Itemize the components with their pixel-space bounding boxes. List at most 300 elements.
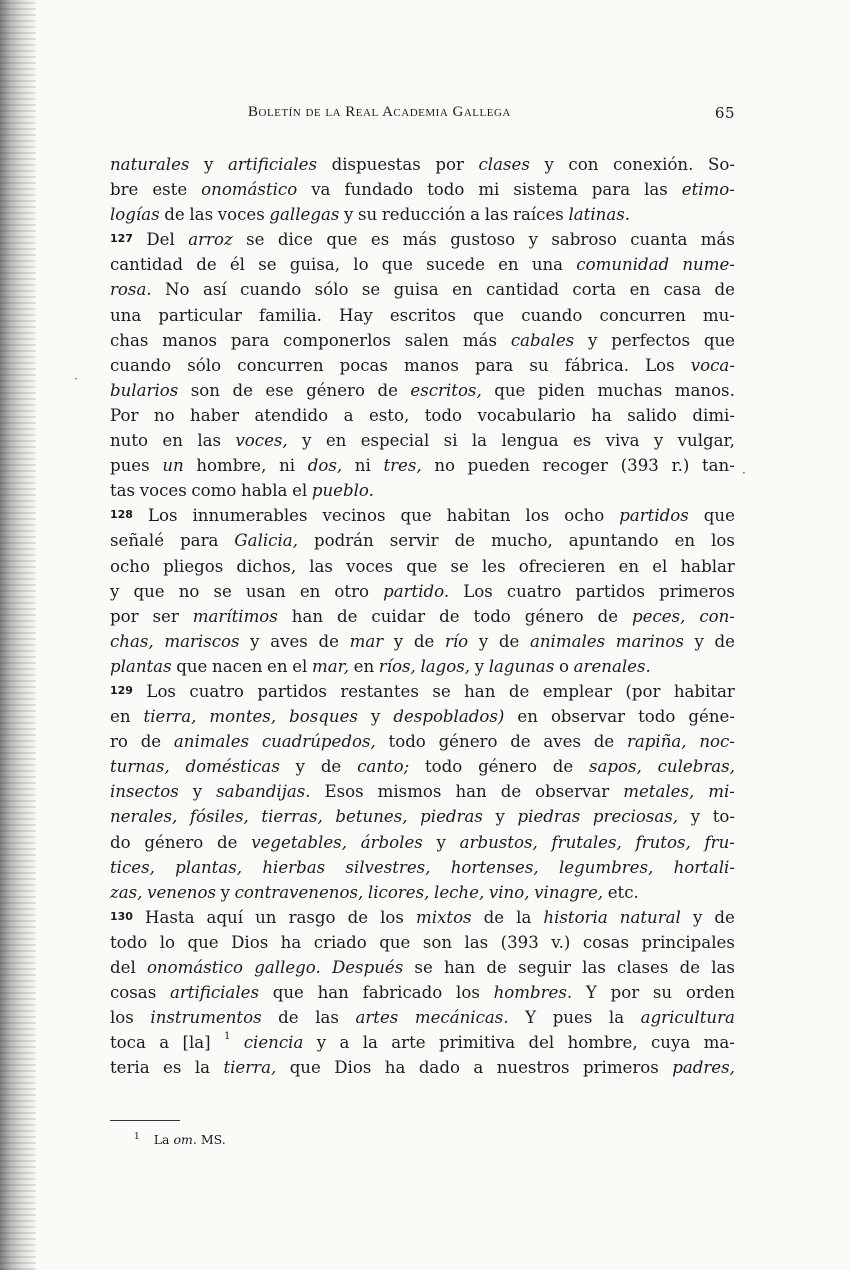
- word: partidos: [575, 581, 645, 601]
- word: han: [443, 958, 476, 977]
- word: componerlos: [283, 330, 391, 350]
- word: de: [679, 958, 701, 977]
- word: partido.: [383, 581, 450, 601]
- word: de: [318, 631, 339, 651]
- word: y: [110, 581, 120, 601]
- word: r.): [671, 456, 690, 476]
- word: por: [435, 155, 464, 174]
- text-line: [110, 855, 735, 880]
- word: o: [558, 656, 569, 676]
- word: género: [438, 732, 498, 752]
- word: a: [473, 1058, 484, 1078]
- footnote-text-italic: om.: [173, 1132, 197, 1147]
- word: que: [406, 556, 438, 576]
- word: su: [529, 355, 549, 375]
- text-line: [110, 704, 735, 729]
- word: fábrica.: [564, 355, 630, 375]
- text-line: [110, 1005, 735, 1030]
- word: preciosas,: [592, 807, 679, 827]
- word: atendido: [254, 405, 329, 425]
- word: clases: [478, 155, 530, 174]
- word: ese: [265, 380, 294, 400]
- word: escritos: [389, 305, 456, 325]
- word: del: [528, 1033, 555, 1053]
- word: hombre,: [567, 1033, 638, 1053]
- word: para: [180, 531, 219, 551]
- word: de: [413, 631, 435, 651]
- word: zas,: [110, 882, 143, 902]
- word: una: [110, 305, 142, 325]
- word: género: [478, 757, 537, 777]
- word: lengua: [501, 431, 559, 451]
- word: la: [194, 1058, 211, 1078]
- word: servir: [389, 531, 439, 551]
- word: (393: [500, 932, 539, 952]
- word: vulgar,: [677, 431, 735, 451]
- word: Por: [110, 405, 139, 425]
- word: de: [164, 205, 185, 225]
- word: todo: [427, 180, 465, 200]
- word: más: [700, 230, 735, 250]
- word: aves: [543, 732, 581, 752]
- paragraph-number: 130: [110, 909, 133, 923]
- text-line: [110, 554, 735, 579]
- word: a: [159, 1033, 170, 1053]
- word: su: [652, 983, 673, 1003]
- word: rasgo: [288, 907, 336, 927]
- word: el: [292, 656, 308, 676]
- footnote-rule: [110, 1120, 180, 1121]
- word: Hay: [338, 305, 373, 325]
- word: silvestres,: [345, 857, 431, 877]
- word: son: [190, 380, 220, 400]
- word: se: [361, 280, 381, 300]
- paragraph-number: 127: [110, 232, 133, 246]
- word: habitar: [673, 681, 735, 701]
- word: onomástico: [201, 180, 298, 200]
- word: que: [187, 932, 219, 952]
- word: en: [110, 707, 131, 727]
- word: él: [229, 255, 245, 275]
- word: gallego.: [254, 958, 321, 977]
- word: un: [162, 456, 184, 476]
- word: de: [714, 907, 735, 927]
- word: principales: [641, 932, 735, 952]
- word: artes: [355, 1008, 399, 1028]
- text-line: [110, 378, 735, 403]
- word: pocas: [339, 355, 388, 375]
- word: y: [690, 807, 701, 827]
- word: un: [255, 907, 277, 927]
- word: turnas,: [110, 757, 170, 777]
- word: montes,: [209, 707, 277, 727]
- word: sólo: [187, 355, 222, 375]
- word: fabricado: [362, 983, 443, 1003]
- footnote-text-prefix: La: [153, 1132, 170, 1147]
- word: que: [176, 656, 208, 676]
- word: contravenenos,: [234, 882, 364, 902]
- word: pues: [552, 1008, 593, 1028]
- word: bosques: [289, 707, 358, 727]
- text-line: [110, 804, 735, 829]
- word: piden: [537, 380, 585, 400]
- word: artificiales: [227, 155, 317, 174]
- text-line: [110, 729, 735, 754]
- word: nerales,: [110, 807, 178, 827]
- word: tices,: [110, 857, 155, 877]
- word: cuadrúpedos,: [261, 732, 376, 752]
- word: familia.: [259, 305, 322, 325]
- word: ha: [280, 932, 302, 952]
- word: es: [370, 230, 390, 250]
- running-header: [110, 104, 735, 130]
- text-line: [110, 428, 735, 453]
- word: de: [337, 606, 358, 626]
- word: la: [471, 431, 488, 451]
- word: pueblo.: [311, 481, 374, 501]
- word: de: [278, 1008, 299, 1028]
- word: observar: [535, 782, 610, 802]
- word: para: [474, 355, 514, 375]
- word: nuto: [110, 431, 149, 451]
- word: cuando: [110, 355, 172, 375]
- word: No: [165, 280, 190, 300]
- word: aquí: [206, 907, 244, 927]
- word: los: [110, 1008, 134, 1028]
- word: y: [528, 230, 538, 250]
- word: cantidad: [485, 280, 559, 300]
- word: cuidar: [371, 606, 426, 626]
- word: de: [439, 606, 460, 626]
- word: domésticas: [185, 757, 280, 777]
- word: pues: [110, 456, 150, 476]
- word: y: [474, 656, 485, 676]
- word: se: [213, 581, 232, 601]
- word: esto,: [368, 405, 410, 425]
- word: voca-: [690, 355, 735, 375]
- word: ser: [152, 606, 179, 626]
- word: latinas.: [568, 205, 630, 225]
- word: mucho,: [491, 531, 553, 551]
- word: conexión.: [612, 155, 694, 174]
- word: animales: [173, 732, 250, 752]
- word: innumerables: [192, 506, 308, 526]
- word: muchas: [597, 380, 663, 400]
- word: de: [486, 958, 507, 977]
- word: cantidad: [110, 255, 183, 275]
- word: rapiña,: [626, 732, 687, 752]
- word: se: [246, 230, 265, 250]
- word: las: [582, 958, 606, 977]
- text-line: [110, 152, 735, 177]
- word: y: [393, 631, 404, 651]
- text-line: [110, 478, 735, 503]
- word: que: [289, 1058, 321, 1078]
- word: Galicia,: [234, 531, 298, 551]
- word: mecánicas.: [414, 1008, 509, 1028]
- word: son: [422, 932, 453, 952]
- text-line: [110, 679, 735, 704]
- word: comunidad: [576, 255, 670, 275]
- word: rosa.: [110, 280, 152, 300]
- word: que: [703, 506, 735, 526]
- text-line: [110, 328, 735, 353]
- word: por: [110, 606, 139, 626]
- word: han: [317, 983, 349, 1003]
- word: fundado: [344, 180, 414, 200]
- text-line: [110, 905, 735, 930]
- word: que: [472, 305, 505, 325]
- word: concurren: [599, 305, 686, 325]
- word: sistema: [513, 180, 578, 200]
- word: las: [189, 205, 214, 225]
- word: restantes: [340, 681, 419, 701]
- word: guisa,: [289, 255, 341, 275]
- word: las: [309, 556, 333, 576]
- word: voces: [217, 205, 265, 225]
- page-number: 65: [714, 104, 735, 122]
- word: reducción: [381, 205, 466, 225]
- word: tas: [110, 481, 136, 501]
- word: gustoso: [450, 230, 516, 250]
- word: vino,: [488, 882, 530, 902]
- text-line: [110, 277, 735, 302]
- word: betunes,: [335, 807, 408, 827]
- word: y: [692, 907, 703, 927]
- word: tierras,: [261, 807, 323, 827]
- word: artificiales: [169, 983, 259, 1003]
- word: legumbres,: [558, 857, 654, 877]
- word: de: [232, 380, 253, 400]
- word: historia: [543, 907, 608, 927]
- footnote-marker: 1: [134, 1132, 140, 1142]
- word: mismos: [377, 782, 442, 802]
- word: de: [377, 380, 398, 400]
- word: instrumentos: [150, 1008, 262, 1028]
- text-line: [110, 528, 735, 553]
- word: de: [217, 832, 238, 852]
- word: de: [552, 757, 574, 777]
- word: río: [444, 631, 469, 651]
- text-line: [110, 629, 735, 654]
- word: venenos: [147, 882, 216, 902]
- word: ni: [279, 456, 296, 476]
- word: casa: [663, 280, 702, 300]
- word: natural: [619, 907, 681, 927]
- word: Los: [645, 355, 675, 375]
- text-line: [110, 779, 735, 804]
- word: ciencia: [243, 1033, 304, 1053]
- word: Dios: [231, 932, 269, 952]
- word: vocabulario: [477, 405, 576, 425]
- word: todo: [424, 757, 463, 777]
- word: género: [524, 606, 584, 626]
- word: voces: [139, 481, 187, 501]
- word: en: [353, 656, 375, 676]
- word: Esos: [324, 782, 364, 802]
- word: particular: [158, 305, 242, 325]
- text-line: [110, 980, 735, 1005]
- word: Los: [146, 681, 176, 701]
- word: sabroso: [551, 230, 617, 250]
- word: pliegos: [163, 556, 224, 576]
- word: hortali-: [673, 857, 735, 877]
- word: criado: [313, 932, 367, 952]
- word: y: [495, 807, 505, 827]
- word: concurren: [237, 355, 324, 375]
- word: para: [591, 180, 631, 200]
- word: plantas,: [175, 857, 243, 877]
- word: género: [306, 380, 365, 400]
- text-line: [110, 654, 735, 679]
- word: observar: [550, 707, 626, 727]
- text-line: [110, 880, 735, 905]
- word: una: [531, 255, 564, 275]
- word: árboles: [360, 832, 423, 852]
- word: más: [402, 230, 437, 250]
- word: y: [192, 782, 203, 802]
- word: v.): [551, 932, 571, 952]
- word: bre: [110, 180, 139, 200]
- word: que: [326, 230, 358, 250]
- text-line: [110, 303, 735, 328]
- word: plantas: [110, 656, 172, 676]
- word: la: [608, 1008, 625, 1028]
- word: piedras: [420, 807, 483, 827]
- word: que: [400, 506, 432, 526]
- word: de: [714, 280, 735, 300]
- word: So-: [708, 155, 735, 174]
- text-line: [110, 579, 735, 604]
- word: es: [163, 1058, 182, 1078]
- word: animales: [529, 631, 606, 651]
- word: cuatro: [506, 581, 562, 601]
- word: todo: [110, 932, 148, 952]
- word: aves: [270, 631, 308, 651]
- word: (393: [620, 456, 659, 476]
- word: tierra,: [223, 1058, 277, 1078]
- word: en: [517, 707, 538, 727]
- word: Y: [585, 983, 597, 1003]
- text-line: [110, 830, 735, 855]
- word: especial: [360, 431, 430, 451]
- word: orden: [685, 983, 735, 1003]
- word: mi-: [708, 782, 735, 802]
- word: las: [644, 180, 668, 200]
- word: de: [714, 631, 735, 651]
- word: [la]: [182, 1033, 211, 1053]
- word: es: [572, 431, 592, 451]
- word: arte: [391, 1033, 426, 1053]
- word: apuntando: [568, 531, 659, 551]
- word: lagunas: [488, 656, 555, 676]
- word: culebras,: [657, 757, 735, 777]
- word: noc-: [699, 732, 735, 752]
- text-line: [110, 1055, 735, 1080]
- word: las: [464, 932, 489, 952]
- word: cuando: [240, 280, 302, 300]
- word: que: [703, 330, 735, 350]
- word: salen: [404, 330, 449, 350]
- word: han: [455, 782, 487, 802]
- word: manos.: [674, 380, 735, 400]
- word: naturales: [110, 155, 190, 174]
- word: nacen: [212, 656, 263, 676]
- word: ocho: [110, 556, 150, 576]
- text-line: [110, 353, 735, 378]
- word: ni: [354, 456, 371, 476]
- word: arbustos,: [459, 832, 538, 852]
- word: y: [370, 707, 381, 727]
- word: de: [508, 681, 530, 701]
- word: todo: [473, 606, 511, 626]
- word: en: [299, 581, 321, 601]
- word: dichos,: [236, 556, 297, 576]
- text-line: [110, 227, 735, 252]
- word: el: [652, 556, 668, 576]
- word: así: [202, 280, 227, 300]
- word: el: [292, 481, 308, 501]
- word: do: [110, 832, 131, 852]
- paragraph-number: 129: [110, 683, 133, 697]
- footnote-ref: 1: [224, 1031, 231, 1043]
- word: en: [498, 255, 519, 275]
- word: toca: [110, 1033, 146, 1053]
- word: ha: [384, 1058, 406, 1078]
- word: y: [653, 431, 664, 451]
- word: de: [510, 732, 531, 752]
- word: cabales: [510, 330, 575, 350]
- text-line: [110, 202, 735, 227]
- text-line: [110, 754, 735, 779]
- word: mi: [478, 180, 500, 200]
- word: de: [593, 732, 615, 752]
- word: ofrecieren: [518, 556, 606, 576]
- word: escritos,: [410, 380, 482, 400]
- word: los: [711, 531, 735, 551]
- word: lo: [159, 932, 176, 952]
- word: primitiva: [438, 1033, 516, 1053]
- word: primeros: [659, 581, 735, 601]
- text-line: [110, 955, 735, 980]
- word: lo: [353, 255, 369, 275]
- word: cosas: [582, 932, 630, 952]
- word: etc.: [607, 882, 639, 902]
- word: dice: [277, 230, 313, 250]
- word: en: [267, 656, 288, 676]
- word: vinagre,: [534, 882, 604, 902]
- word: canto;: [357, 757, 410, 777]
- word: manos: [404, 355, 459, 375]
- word: con-: [699, 606, 735, 626]
- word: tan-: [701, 456, 735, 476]
- word: las: [197, 431, 222, 451]
- word: y: [694, 631, 704, 651]
- word: salido: [627, 405, 677, 425]
- word: que: [379, 932, 411, 952]
- word: primeros: [582, 1058, 659, 1078]
- word: haber: [190, 405, 240, 425]
- word: chas: [110, 330, 149, 350]
- word: que: [494, 380, 526, 400]
- word: y: [544, 155, 554, 174]
- word: despoblados): [393, 707, 505, 727]
- word: cuanta: [630, 230, 688, 250]
- margin-mark-right: ·: [742, 466, 746, 480]
- word: y: [588, 330, 598, 350]
- word: mu-: [702, 305, 735, 325]
- word: onomástico: [146, 958, 244, 977]
